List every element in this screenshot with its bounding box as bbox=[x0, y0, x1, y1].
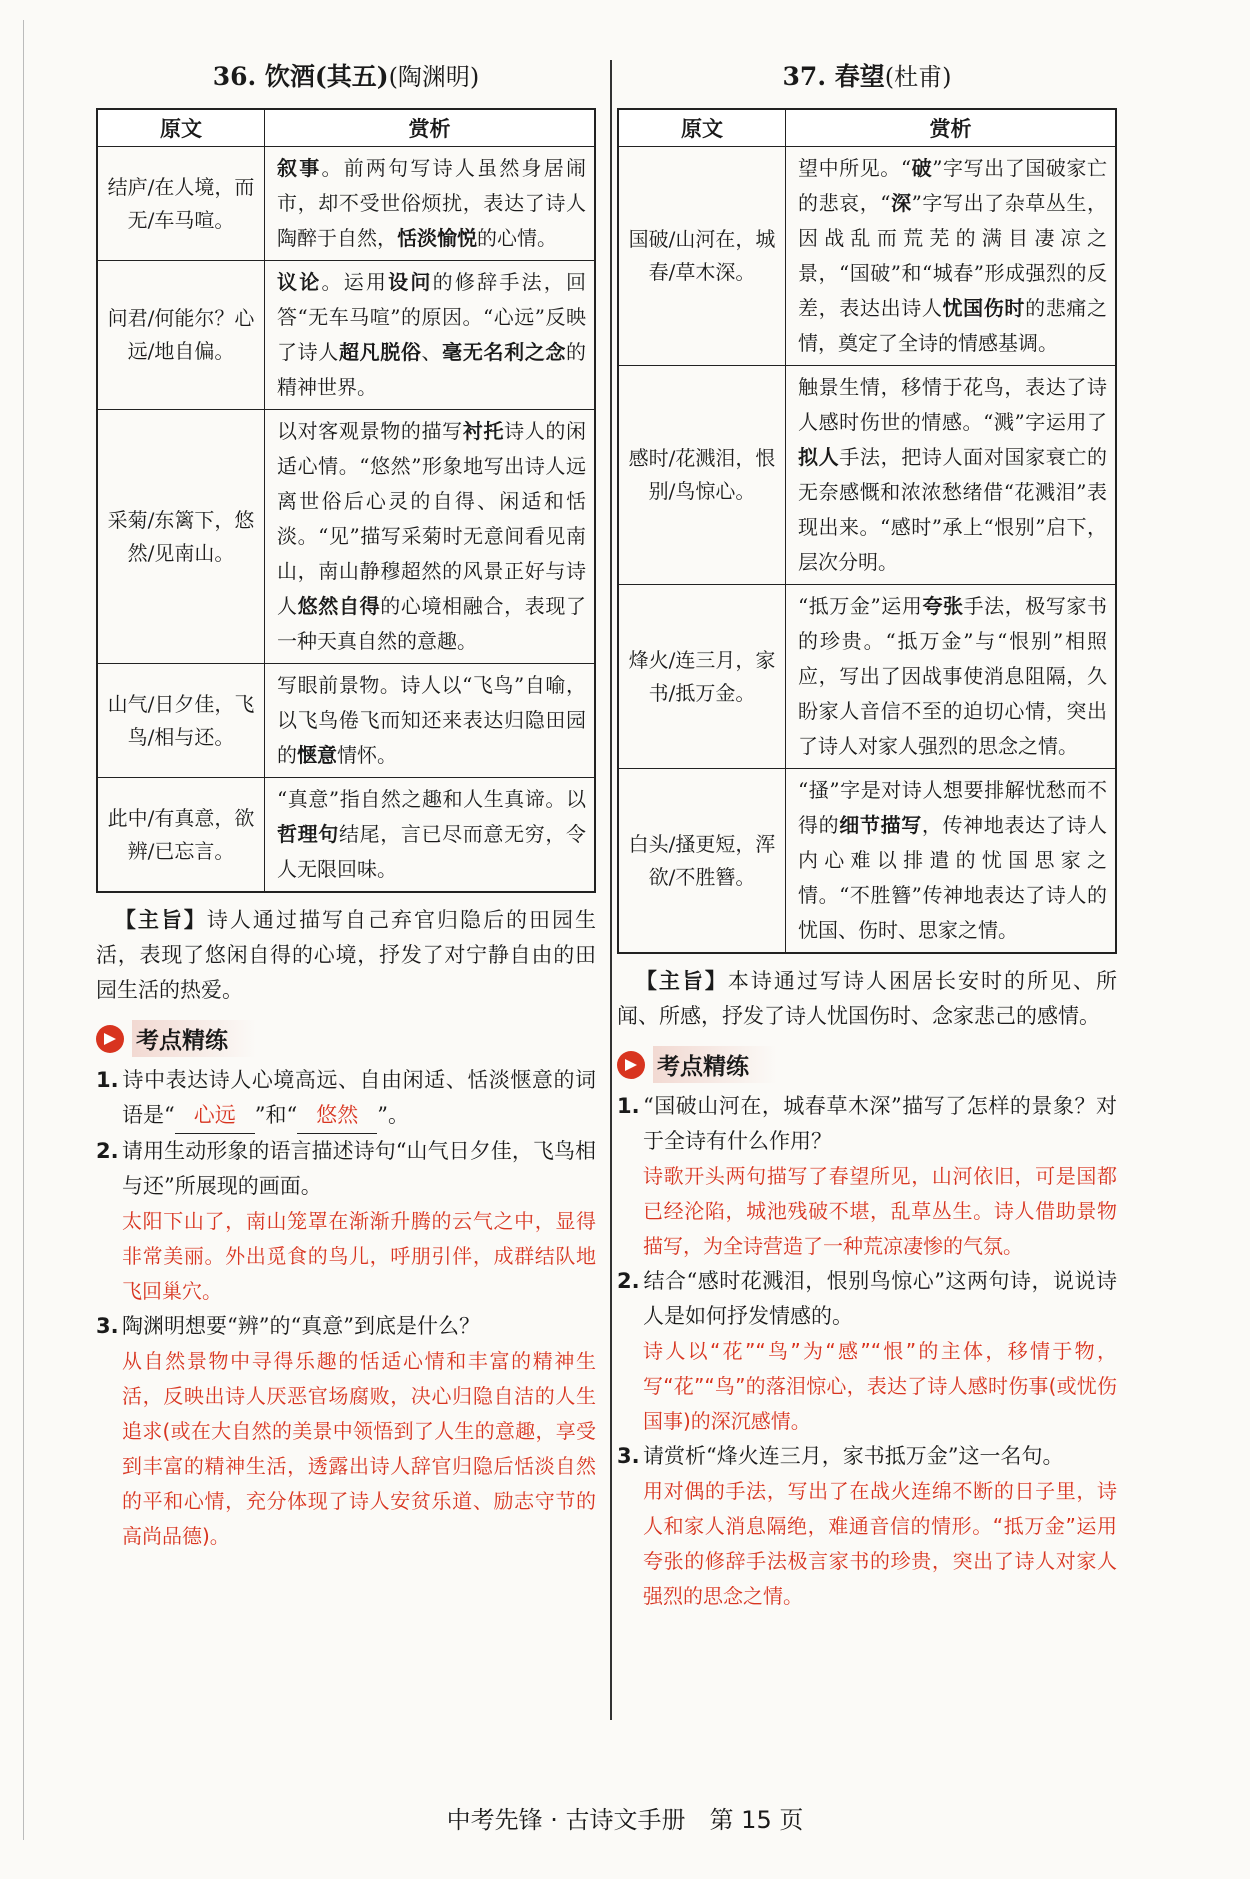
keyword: 悠然自得 bbox=[297, 594, 381, 618]
question-text: 请赏析“烽火连三月，家书抵万金”这一名句。 bbox=[643, 1444, 1064, 1468]
table-row bbox=[618, 366, 1116, 585]
table-row bbox=[97, 664, 595, 778]
original-line: 采菊/东篱下，悠然/见南山。 bbox=[97, 410, 265, 664]
analysis-cell bbox=[265, 261, 596, 410]
poem-title-text: 36. 饮酒(其五) bbox=[212, 62, 389, 91]
arrow-circle-icon bbox=[96, 1025, 124, 1053]
analysis-text: 以对客观景物的描写 bbox=[277, 419, 463, 443]
keyword: 议论 bbox=[277, 270, 322, 294]
header-analysis: 赏析 bbox=[265, 109, 596, 147]
analysis-cell bbox=[786, 147, 1117, 366]
table-row bbox=[618, 585, 1116, 769]
keyword: 毫无名利之念 bbox=[442, 340, 567, 364]
theme-tag: 【主旨】 bbox=[635, 969, 728, 993]
analysis-cell bbox=[786, 769, 1117, 954]
arrow-circle-icon bbox=[617, 1051, 645, 1079]
analysis-text: 的精神世界。 bbox=[277, 340, 587, 399]
original-line: 感时/花溅泪，恨别/鸟惊心。 bbox=[618, 366, 786, 585]
table-row bbox=[97, 147, 595, 261]
question-text: ”。 bbox=[377, 1103, 409, 1127]
keyword: 拟人 bbox=[798, 445, 840, 469]
keyword: 破 bbox=[911, 156, 933, 180]
header-original: 原文 bbox=[618, 109, 786, 147]
keyword: 叙事 bbox=[277, 156, 322, 180]
answer-text: 用对偶的手法，写出了在战火连绵不断的日子里，诗人和家人消息隔绝，难通音信的情形。“抵万金”运用夸张的修辞手法极言家书的珍贵，突出了诗人对家人强烈的思念之情。 bbox=[643, 1479, 1117, 1608]
question-text: 陶渊明想要“辨”的“真意”到底是什么？ bbox=[122, 1314, 480, 1338]
original-line: 山气/日夕佳，飞鸟/相与还。 bbox=[97, 664, 265, 778]
theme-text: 本诗通过写诗人困居长安时的所见、所闻、所感，抒发了诗人忧国伤时、念家悲己的感情。 bbox=[617, 969, 1118, 1028]
question bbox=[617, 1439, 1117, 1474]
question-text: 结合“感时花溅泪，恨别鸟惊心”这两句诗，说说诗人是如何抒发情感的。 bbox=[643, 1269, 1117, 1328]
question bbox=[617, 1264, 1117, 1334]
theme-text: 诗人通过描写自己弃官归隐后的田园生活，表现了悠闲自得的心境，抒发了对宁静自由的田园生活的热爱。 bbox=[96, 908, 597, 1002]
header-original: 原文 bbox=[97, 109, 265, 147]
original-line: 结庐/在人境，而无/车马喧。 bbox=[97, 147, 265, 261]
theme-tag: 【主旨】 bbox=[114, 908, 207, 932]
keyword: 深 bbox=[890, 191, 912, 215]
question bbox=[96, 1063, 596, 1134]
analysis-text: 情怀。 bbox=[337, 743, 397, 767]
keyword: 夸张 bbox=[922, 594, 964, 618]
poem-author: (陶渊明) bbox=[388, 63, 480, 91]
answer-text: 诗歌开头两句描写了春望所见，山河依旧，可是国都已经沦陷，城池残破不堪，乱草丛生。诗人借助景物描写，为全诗营造了一种荒凉凄惨的气氛。 bbox=[643, 1164, 1117, 1258]
table-row bbox=[618, 769, 1116, 954]
question-text: “国破山河在，城春草木深”描写了怎样的景象？对于全诗有什么作用？ bbox=[643, 1094, 1117, 1153]
table-row bbox=[97, 410, 595, 664]
table-row bbox=[97, 261, 595, 410]
analysis-text: ”字写出了杂草丛生，因战乱而荒芜的满目凄凉之景，“国破”和“城春”形成强烈的反差，表达出诗人 bbox=[798, 191, 1107, 320]
original-line: 国破/山河在，城春/草木深。 bbox=[618, 147, 786, 366]
page-footer: 中考先锋 · 古诗文手册 第 15 页 bbox=[446, 1806, 804, 1834]
analysis-text: 的悲痛之情，奠定了全诗的情感基调。 bbox=[798, 296, 1108, 355]
keyword: 超凡脱俗 bbox=[338, 340, 422, 364]
analysis-text: “抵万金”运用 bbox=[798, 594, 923, 618]
theme-paragraph bbox=[617, 964, 1117, 1034]
keyword: 忧国伤时 bbox=[942, 296, 1026, 320]
original-line: 白头/搔更短，浑欲/不胜簪。 bbox=[618, 769, 786, 954]
analysis-text: 。前两句写诗人虽然身居闹市，却不受世俗烦扰，表达了诗人陶醉于自然， bbox=[277, 156, 587, 250]
keyword: 惬意 bbox=[297, 743, 337, 767]
analysis-cell bbox=[786, 585, 1117, 769]
poem-title-text: 37. 春望 bbox=[782, 62, 885, 91]
question-text: 请用生动形象的语言描述诗句“山气日夕佳，飞鸟相与还”所展现的画面。 bbox=[122, 1139, 596, 1198]
left-column bbox=[96, 58, 596, 1554]
question-text: ”和“ bbox=[254, 1103, 298, 1127]
question-text: 诗中表达诗人心境高远、自由闲适、恬淡惬意的词语是“ bbox=[122, 1068, 596, 1127]
analysis-text: 触景生情，移情于花鸟，表达了诗人感时伤世的情感。“溅”字运用了 bbox=[798, 375, 1107, 434]
poem-title bbox=[96, 58, 596, 96]
table-row bbox=[618, 147, 1116, 366]
keyword: 哲理句 bbox=[277, 822, 339, 846]
answer-text: 从自然景物中寻得乐趣的恬适心情和丰富的精神生活，反映出诗人厌恶官场腐败，决心归隐自洁的人生追求(或在大自然的美景中领悟到了人生的意趣，享受到丰富的精神生活，透露出诗人辞官归隐后恬淡自然的平和心情，充分体现了诗人安贫乐道、励志守节的高尚品德)。 bbox=[122, 1349, 596, 1548]
section-title: 考点精练 bbox=[653, 1046, 777, 1083]
analysis-text: 结尾，言已尽而意无穷，令人无限回味。 bbox=[277, 822, 587, 881]
analysis-table bbox=[96, 108, 596, 893]
column-divider bbox=[610, 60, 612, 1720]
section-header bbox=[617, 1046, 1117, 1083]
analysis-cell bbox=[786, 366, 1117, 585]
analysis-text: 手法，极写家书的珍贵。“抵万金”与“恨别”相照应，写出了因战事使消息阻隔，久盼家人音信不至的迫切心情，突出了诗人对家人强烈的思念之情。 bbox=[798, 594, 1108, 758]
analysis-text: “搔”字是对诗人想要排解忧愁而不得的 bbox=[798, 778, 1107, 837]
question-number: 2. bbox=[96, 1139, 119, 1163]
original-line: 烽火/连三月，家书/抵万金。 bbox=[618, 585, 786, 769]
analysis-text: 望中所见。“ bbox=[798, 156, 912, 180]
question-number: 2. bbox=[617, 1269, 640, 1293]
answer-blank: 心远 bbox=[175, 1098, 255, 1134]
analysis-table bbox=[617, 108, 1117, 954]
analysis-text: 手法，把诗人面对国家衰亡的无奈感慨和浓浓愁绪借“花溅泪”表现出来。“感时”承上“恨别”启下，层次分明。 bbox=[798, 445, 1108, 574]
question bbox=[96, 1134, 596, 1204]
analysis-cell bbox=[265, 147, 596, 261]
question-number: 1. bbox=[617, 1094, 640, 1118]
answer-text: 诗人以“花”“鸟”为“感”“恨”的主体，移情于物，写“花”“鸟”的落泪惊心，表达了诗人感时伤事(或忧伤国事)的深沉感情。 bbox=[643, 1339, 1117, 1433]
question bbox=[617, 1089, 1117, 1159]
header-analysis: 赏析 bbox=[786, 109, 1117, 147]
analysis-text: 诗人的闲适心情。“悠然”形象地写出诗人远离世俗后心灵的自得、闲适和恬淡。“见”描写采菊时无意间看见南山，南山静穆超然的风景正好与诗人 bbox=[277, 419, 587, 618]
analysis-text: 的修辞手法，回答“无车马喧”的原因。“心远”反映了诗人 bbox=[277, 270, 587, 364]
right-column bbox=[617, 58, 1117, 1614]
analysis-text: 、 bbox=[421, 340, 443, 364]
page-edge-line bbox=[23, 20, 24, 1840]
keyword: 细节描写 bbox=[839, 813, 922, 837]
answer-text: 太阳下山了，南山笼罩在渐渐升腾的云气之中，显得非常美丽。外出觅食的鸟儿，呼朋引伴，成群结队地飞回巢穴。 bbox=[122, 1209, 596, 1303]
analysis-text: 的心境相融合，表现了一种天真自然的意趣。 bbox=[277, 594, 587, 653]
keyword: 设问 bbox=[388, 270, 433, 294]
theme-paragraph bbox=[96, 903, 596, 1008]
section-title: 考点精练 bbox=[132, 1020, 256, 1057]
original-line: 此中/有真意，欲辨/已忘言。 bbox=[97, 778, 265, 893]
poem-author: (杜甫) bbox=[884, 63, 952, 91]
answer-blank: 悠然 bbox=[297, 1098, 377, 1134]
original-line: 问君/何能尔？心远/地自偏。 bbox=[97, 261, 265, 410]
question-number: 1. bbox=[96, 1068, 119, 1092]
analysis-cell bbox=[265, 410, 596, 664]
analysis-text: ，传神地表达了诗人内心难以排遣的忧国思家之情。“不胜簪”传神地表达了诗人的忧国、伤时、思家之情。 bbox=[798, 813, 1108, 942]
analysis-text: 的心情。 bbox=[477, 226, 557, 250]
table-row bbox=[97, 778, 595, 893]
question bbox=[96, 1309, 596, 1344]
keyword: 恬淡愉悦 bbox=[397, 226, 477, 250]
analysis-cell bbox=[265, 778, 596, 893]
analysis-cell bbox=[265, 664, 596, 778]
section-header bbox=[96, 1020, 596, 1057]
analysis-text: 。运用 bbox=[321, 270, 389, 294]
analysis-text: “真意”指自然之趣和人生真谛。以 bbox=[277, 787, 586, 811]
question-number: 3. bbox=[96, 1314, 119, 1338]
poem-title bbox=[617, 58, 1117, 96]
analysis-text: ”字写出了国破家亡的悲哀，“ bbox=[798, 156, 1107, 215]
keyword: 衬托 bbox=[462, 419, 505, 443]
analysis-text: 写眼前景物。诗人以“飞鸟”自喻，以飞鸟倦飞而知还来表达归隐田园的 bbox=[277, 673, 586, 767]
question-number: 3. bbox=[617, 1444, 640, 1468]
